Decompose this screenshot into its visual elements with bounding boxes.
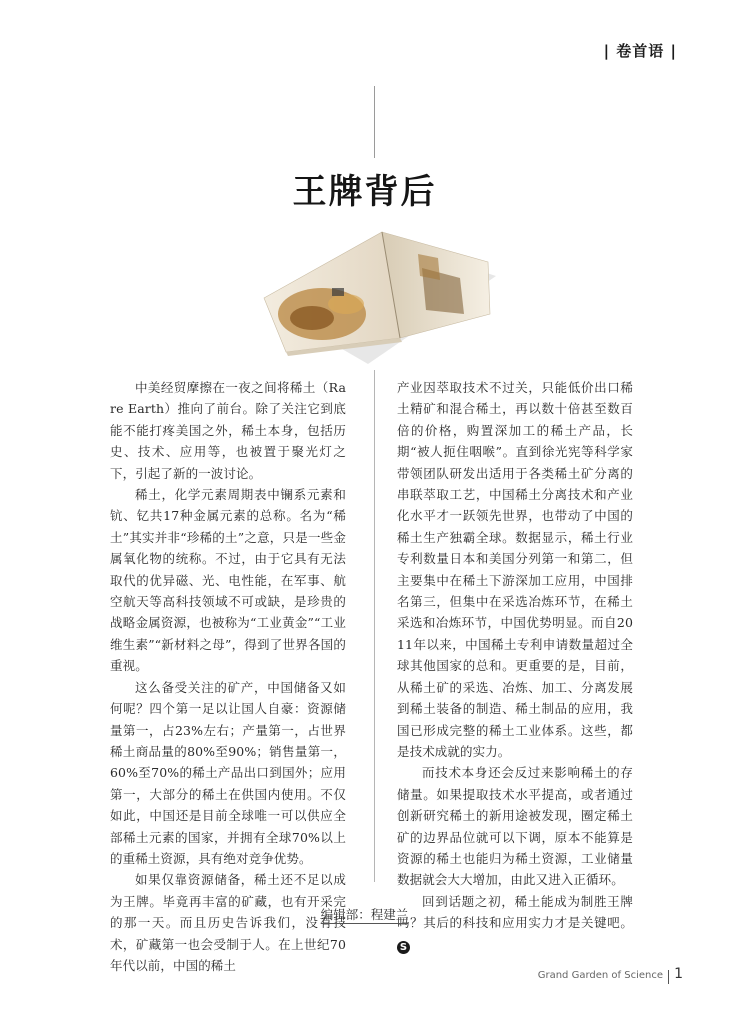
paragraph-5: 而技术本身还会反过来影响稀土的存储量。如果提取技术水平提高，或者通过创新研究稀土的新用途被发现，圈定稀土矿的边界品位就可以下调，原本不能算是资源的稀土也能归为稀土资源，工业储量数据就会大大增加，由此又进入正循环。 bbox=[397, 765, 633, 888]
editor-credit-text: 编辑部：程建兰 bbox=[320, 907, 409, 922]
column-divider-line bbox=[374, 370, 375, 882]
end-mark-icon: S bbox=[397, 941, 410, 954]
article-left-column bbox=[110, 377, 346, 976]
article-title: 王牌背后 bbox=[292, 172, 437, 212]
paragraph-2: 稀土，化学元素周期表中镧系元素和钪、钇共17种金属元素的总称。名为“稀土”其实并非“珍稀的土”之意，只是一些金属氧化物的统称。不过，由于它具有无法取代的优异磁、光、电性能，在军事、航空航天等高科技领域不可或缺，是珍贵的战略金属资源，也被称为“工业黄金”“工业维生素”“新材料之母”，得到了世界各国的重视。 bbox=[110, 487, 346, 674]
paragraph-1: 中美经贸摩擦在一夜之间将稀土（Rare Earth）推向了前台。除了关注它到底能不能打疼美国之外，稀土本身，包括历史、技术、应用等，也被置于聚光灯之下，引起了新的一波讨论。 bbox=[110, 380, 346, 481]
paragraph-4: 如果仅靠资源储备，稀土还不足以成为王牌。毕竟再丰富的矿藏，也有开采完的那一天。而且历史告诉我们，没有技术，矿藏第一也会受制于人。在上世纪70年代以前，中国的稀土 bbox=[110, 872, 346, 973]
paragraph-4-continued: 产业因萃取技术不过关，只能低价出口稀土精矿和混合稀土，再以数十倍甚至数百倍的价格，购置深加工的稀土产品，长期“被人扼住咽喉”。直到徐光宪等科学家带领团队研发出适用于各类稀土矿分离的串联萃取工艺，中国稀土分离技术和产业化水平才一跃领先世界，也带动了中国的稀土生产独霸全球。数据显示，稀土行业专利数量日本和美国分列第一和第二，但主要集中在稀土下游深加工应用，中国排名第三，但集中在采选冶炼环节，在稀土采选和冶炼环节，中国优势明显。而自2011年以来，中国稀土专利申请数量超过全球其他国家的总和。更重要的是，目前，从稀土矿的采选、冶炼、加工、分离发展到稀土装备的制造、稀土制品的应用，我国已形成完整的稀土工业体系。这些，都是技术成就的实力。 bbox=[397, 380, 633, 759]
page-number: 1 bbox=[674, 966, 683, 982]
magazine-illustration bbox=[250, 218, 510, 370]
footer-separator bbox=[668, 970, 669, 984]
article-right-column bbox=[397, 377, 633, 955]
top-divider-line bbox=[374, 86, 375, 158]
footer-magazine-name: Grand Garden of Science bbox=[537, 970, 663, 981]
editor-credit bbox=[0, 905, 729, 923]
paragraph-3: 这么备受关注的矿产，中国储备又如何呢？四个第一足以让国人自豪：资源储量第一，占23%左右；产量第一，占世界稀土商品量的80%至90%；销售量第一，60%至70%的稀土产品出口到国外；应用第一，大部分的稀土在供国内使用。不仅如此，中国还是目前全球唯一可以供应全部稀土元素的国家，并拥有全球70%以上的重稀土资源，具有绝对竞争优势。 bbox=[110, 679, 346, 866]
paragraph-6-text: 回到话题之初，稀土能成为制胜王牌吗？其后的科技和应用实力才是关键吧。 bbox=[397, 893, 633, 931]
section-tag: | 卷首语 | bbox=[603, 42, 677, 60]
